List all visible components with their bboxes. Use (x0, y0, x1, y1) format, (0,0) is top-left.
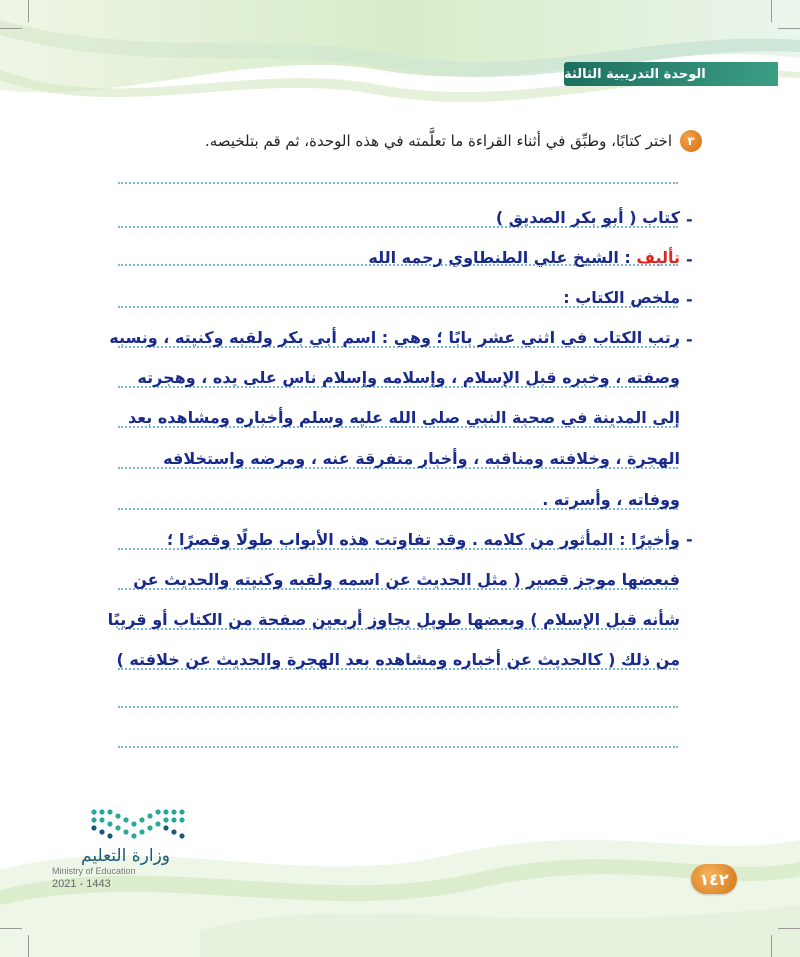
summary-line: وصفته ، وخبره قبل الإسلام ، وإسلامه وإسلام ناس على يده ، وهجرته (137, 368, 680, 387)
crop-mark (28, 0, 29, 22)
book-title-line: كتاب ( أبو بكر الصديق ) (495, 208, 680, 227)
crop-mark (771, 0, 772, 22)
summary-line: من ذلك ( كالحديث عن أخباره ومشاهده بعد الهجرة والحديث عن خلافته ) (116, 650, 680, 669)
ministry-logo (50, 806, 190, 896)
writing-line[interactable] (118, 746, 678, 748)
ministry-name-ar: وزارة التعليم (81, 846, 170, 866)
summary-line: إلى المدينة في صحبة النبي صلى الله عليه وسلم وأخباره ومشاهده بعد (127, 408, 680, 427)
summary-line: فبعضها موجز قصير ( مثل الحديث عن اسمه ولقبه وكنيته والحديث عن (133, 570, 680, 589)
bullet-dash: - (686, 290, 693, 309)
bullet-dash: - (686, 330, 693, 349)
crop-mark (28, 935, 29, 957)
edition-year: 2021 - 1443 (52, 878, 111, 890)
crop-mark (771, 935, 772, 957)
writing-line[interactable] (118, 706, 678, 708)
page-number-badge: ١٤٢ (691, 864, 737, 894)
crop-mark (0, 28, 22, 29)
question-text: اختر كتابًا، وطبِّق في أثناء القراءة ما تعلَّمته في هذه الوحدة، ثم قم بتلخيصه. (205, 132, 672, 150)
summary-line: رتب الكتاب في اثني عشر بابًا ؛ وهي : اسم أبي بكر ولقبه وكنيته ، ونسبه (109, 328, 680, 347)
author-line (100, 248, 680, 267)
bullet-dash: - (686, 250, 693, 269)
writing-line[interactable] (118, 182, 678, 184)
unit-title: الوحدة التدريبية الثالثة (564, 66, 706, 82)
summary-line: الهجرة ، وخلافته ومناقبه ، وأخبار متفرقة عنه ، ومرضه واستخلافه (163, 449, 680, 468)
crop-mark (778, 28, 800, 29)
summary-line: ووفاته ، وأسرته . (542, 490, 680, 509)
crop-mark (0, 928, 22, 929)
question (142, 130, 702, 152)
unit-banner (564, 62, 778, 86)
summary-line: وأخيرًا : المأثور من كلامه . وقد تفاوتت هذه الأبواب طولًا وقصرًا ؛ (167, 530, 680, 549)
question-number-badge: ٣ (680, 130, 702, 152)
bullet-dash: - (686, 530, 693, 549)
bullet-dash: - (686, 210, 693, 229)
summary-label: ملخص الكتاب : (563, 288, 680, 307)
author-label: تأليف (636, 248, 680, 267)
ministry-name-en: Ministry of Education (52, 866, 136, 876)
summary-line: شأنه قبل الإسلام ) وبعضها طويل يجاوز أربعين صفحة من الكتاب أو قريبًا (107, 610, 680, 629)
author-value: : الشيخ علي الطنطاوي رحمه الله (368, 248, 637, 267)
crop-mark (778, 928, 800, 929)
ministry-dots-icon (88, 806, 188, 844)
